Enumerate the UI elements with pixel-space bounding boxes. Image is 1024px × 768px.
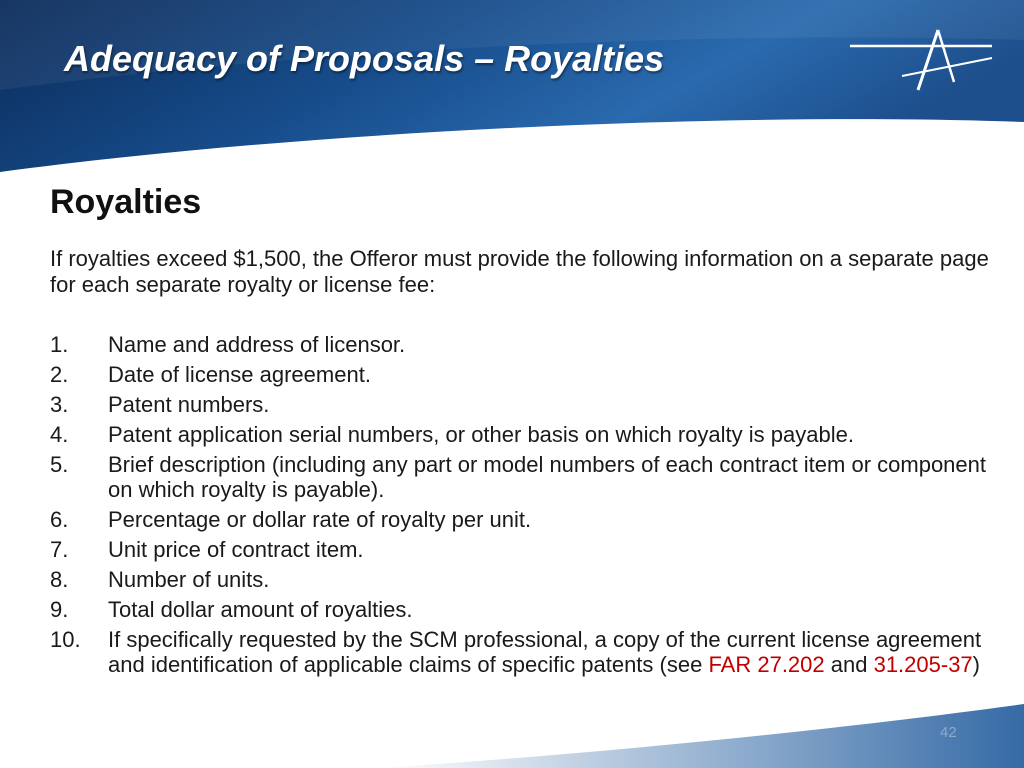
list-item-text: Unit price of contract item. (108, 537, 364, 562)
item10-text-before: If specifically requested by the SCM professional, a copy of the current license agreement and identification of applicable claims of specific patents (see (108, 627, 982, 677)
list-item-text: Number of units. (108, 567, 270, 592)
list-item-text: Patent application serial numbers, or other basis on which royalty is payable. (108, 422, 854, 447)
list-item-number: 3. (50, 392, 69, 417)
list-item-text: Patent numbers. (108, 392, 270, 417)
section-heading: Royalties (50, 183, 202, 221)
list-item-text: Brief description (including any part or model numbers of each contract item or component on which royalty is payable). (108, 452, 986, 502)
list-item-2 (50, 362, 990, 387)
list-item-3 (50, 392, 990, 417)
list-item-6 (50, 507, 990, 532)
page-number: 42 (940, 724, 957, 741)
footer-swoosh (380, 704, 1024, 768)
list-item-1 (50, 332, 990, 357)
list-item-text (108, 627, 990, 677)
list-item-number: 9. (50, 597, 69, 622)
list-item-text: Name and address of licensor. (108, 332, 406, 357)
item10-text-after: ) (972, 652, 980, 677)
requirements-list (50, 332, 990, 677)
far-31-205-37-link[interactable]: 31.205-37 (873, 652, 973, 677)
list-item-number: 4. (50, 422, 69, 447)
list-item-5 (50, 452, 990, 502)
list-item-text: Date of license agreement. (108, 362, 371, 387)
list-item-10 (50, 627, 990, 677)
intro-paragraph: If royalties exceed $1,500, the Offeror must provide the following information on a separate page for each separate royalty or license fee: (50, 246, 989, 297)
list-item-number: 2. (50, 362, 69, 387)
star-logo-icon (842, 24, 1002, 94)
slide-content (50, 180, 990, 682)
list-item-number: 8. (50, 567, 69, 592)
far-27-202-link[interactable]: FAR 27.202 (708, 652, 825, 677)
slide-title: Adequacy of Proposals – Royalties (64, 38, 665, 79)
item10-text-middle: and (824, 652, 874, 677)
list-item-7 (50, 537, 990, 562)
list-item-4 (50, 422, 990, 447)
list-item-9 (50, 597, 990, 622)
list-item-number: 10. (50, 627, 81, 652)
list-item-number: 7. (50, 537, 69, 562)
list-item-text: Percentage or dollar rate of royalty per unit. (108, 507, 532, 532)
list-item-number: 5. (50, 452, 69, 477)
list-item-text: Total dollar amount of royalties. (108, 597, 413, 622)
list-item-8 (50, 567, 990, 592)
list-item-number: 6. (50, 507, 69, 532)
list-item-number: 1. (50, 332, 69, 357)
